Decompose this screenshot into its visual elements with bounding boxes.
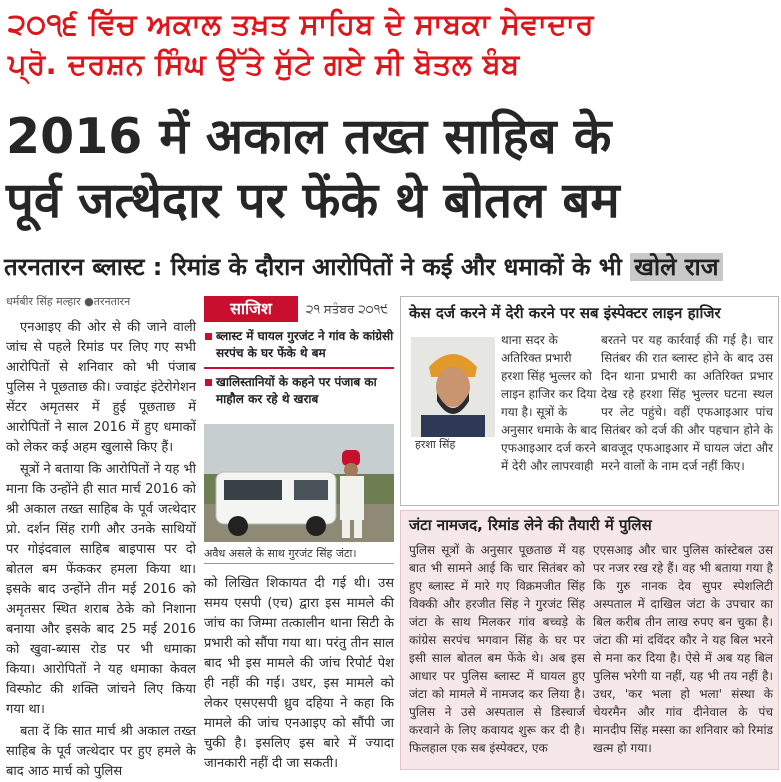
inspector-photo-caption: हरशा सिंह bbox=[415, 438, 456, 451]
bullet-item-2: खालिस्तानियों के कहने पर पंजाब का माहौल कर रहे थे खराब bbox=[204, 374, 394, 408]
punjabi-headline-line1: ੨੦੧੬ ਵਿੱਚ ਅਕਾਲ ਤਖ਼ਤ ਸਾਹਿਬ ਦੇ ਸਾਬਕਾ ਸੇਵਾਦਾਰ bbox=[8, 7, 594, 41]
photo-man-with-car bbox=[204, 424, 394, 542]
sidebar-box-inspector bbox=[400, 296, 779, 506]
bullet-item-1: ब्लास्ट में घायल गुरजंट ने गांव के कांग्रेसी सरपंच के घर फेंके थे बम bbox=[204, 328, 394, 362]
conspiracy-tag: साजिश bbox=[204, 296, 298, 322]
sidebar-box-janta bbox=[400, 510, 779, 770]
inspector-photo bbox=[411, 337, 495, 437]
box1-title: केस दर्ज करने में देरी करने पर सब इंस्पेक्टर लाइन हाजिर bbox=[409, 304, 721, 322]
inspector-portrait bbox=[411, 337, 495, 437]
left-column bbox=[6, 318, 196, 779]
subhead-text: रिमांड के दौरान आरोपितों ने कई और धमाकों के भी bbox=[170, 253, 622, 281]
subheadline bbox=[4, 247, 781, 287]
subhead-highlight: खोले राज bbox=[630, 253, 722, 281]
box1-column-2: बरतने पर यह कार्रवाई की गई है। चार सितंबर की रात ब्लास्ट होने के बाद उस दिन थाना प्रभारी का अतिरिक्त प्रभार देख रहे हरशा सिंह भुल्लर घटना स्थल पर लेट पहुंचे। वहीं एफआइआर पांच सितंबर को दर्ज की और पहचान होने के बावजूद एफआइआर में घायल जंटा और मरने वालों के नाम दर्ज नहीं किए। bbox=[601, 333, 773, 473]
hindi-headline-line1: 2016 में अकाल तख्त साहिब के bbox=[6, 108, 612, 165]
box1-column-1: थाना सदर के अतिरिक्त प्रभारी हरशा सिंह भुल्लर को लाइन हाजिर कर दिया गया है। सूत्रों के अनुसार धमाके के बाद एफआइआर दर्ज करने में देरी और लापरवाही bbox=[501, 333, 597, 473]
bullet-divider bbox=[204, 367, 394, 369]
left-paragraph-1: एनआइए की ओर से की जाने वाली जांच से पहले रिमांड पर लिए गए सभी आरोपितों से शनिवार को भी पंजाब पुलिस ने पूछताछ की। ज्वाइंट इंटेरोगेशन सेंटर अमृतसर में हुई पूछताछ में आरोपितों ने साल 2016 में हुए धमाकों को लेकर कई अहम खुलासे किए हैं। bbox=[6, 320, 196, 455]
box2-title: जंटा नामजद, रिमांड लेने की तैयारी में पुलिस bbox=[409, 516, 652, 534]
hindi-headline-line2: पूर्व जत्थेदार पर फेंके थे बोतल बम bbox=[6, 172, 620, 229]
subhead-location: तरनतारन ब्लास्ट : bbox=[4, 253, 163, 281]
photo-illustration bbox=[204, 424, 394, 542]
punjabi-headline-line2: ਪ੍ਰੋ. ਦਰਸ਼ਨ ਸਿੰਘ ਉੱਤੇ ਸੁੱਟੇ ਗਏ ਸੀ ਬੋਤਲ ਬੰਬ bbox=[8, 47, 520, 81]
middle-column: को लिखित शिकायत दी गई थी। उस समय एसपी (एच) द्वारा इस मामले की जांच का जिम्मा तत्कालीन थाना सिटी के प्रभारी को सौंपा गया था। परंतु तीन साल बाद भी इस मामले की जांच रिपोर्ट पेश ही नहीं की गई। उधर, इस मामले को लेकर एसएसपी ध्रुव दहिया ने कहा कि मामले की जांच एनआइए को सौंपी जा चुकी है। इसलिए इस बारे में ज्यादा जानकारी नहीं दी जा सकती। bbox=[204, 576, 394, 771]
box2-column-2: एएसआइ और चार पुलिस कांस्टेबल उस पर नजर रख रहे हैं। वह भी बताया गया है कि गुरु नानक देव सुपर स्पेशलिटी अस्पताल में दाखिल जंटा के उपचार का बिल करीब तीन लाख रुपए बन चुका है। जंटा की मां दविंदर कौर ने यह बिल भरने से मना कर दिया है। ऐसे में अब यह बिल पुलिस भरेगी या नहीं, यह भी तय नहीं है। उधर, 'कर भला हो भला' संस्था के चेयरमैन और गांव दीनेवाल के पंच मानदीप सिंह मस्सा का शनिवार को रिमांड खत्म हो गया। bbox=[593, 543, 773, 755]
photo-caption: अवैध असले के साथ गुरजंट सिंह जंटा। bbox=[204, 546, 394, 564]
left-paragraph-2: सूत्रों ने बताया कि आरोपितों ने यह भी माना कि उन्होंने ही सात मार्च 2016 को श्री अकाल तख्त साहिब के पूर्व जत्थेदार प्रो. दर्शन सिंह रागी और उनके साथियों पर गोइंदवाल साहिब बाइपास पर दो बोतल बम फेंककर हमला किया था। इसके बाद उन्होंने तीन मई 2016 को अमृतसर स्थित शराब ठेके को निशाना बनाया और इसके बाद 25 मई 2016 को खुवा-ब्यास रोड पर भी धमाका किया। आरोपितों ने यह धमाका केवल विस्फोट की शक्ति जांचने लिए किया गया था। bbox=[6, 462, 196, 717]
punjabi-headline bbox=[8, 4, 778, 84]
byline: धर्मबीर सिंह मल्हार ●तरनतारन bbox=[6, 295, 131, 308]
left-paragraph-3: बता दें कि सात मार्च श्री अकाल तख्त साहिब के पूर्व जत्थेदार पर हुए हमले के बाद आठ मार्च को पुलिस bbox=[6, 724, 196, 779]
highlight-bullets bbox=[204, 328, 394, 413]
box2-column-1: पुलिस सूत्रों के अनुसार पूछताछ में यह बात भी सामने आई कि चार सितंबर को हुए ब्लास्ट में मारे गए विक्रमजीत सिंह विक्की और हरजीत सिंह ने गुरजंट सिंह जंटा के साथ मिलकर गांव बच्चड़े के कांग्रेस सरपंच भगवान सिंह के घर पर इसी साल बोतल बम फेंके थे। अब इस आधार पर पुलिस ब्लास्ट में घायल हुए जंटा को मामले में नामजद कर लिया है। पुलिस ने उसे अस्पताल से डिस्चार्ज करवाने के लिए कवायद शुरू कर दी है। फिलहाल एक सब इंस्पेक्टर, एक bbox=[409, 543, 585, 755]
publication-date: ੨੧ ਸਤੰਬਰ ੨੦੧੯ bbox=[306, 302, 389, 316]
hindi-headline bbox=[6, 105, 776, 233]
